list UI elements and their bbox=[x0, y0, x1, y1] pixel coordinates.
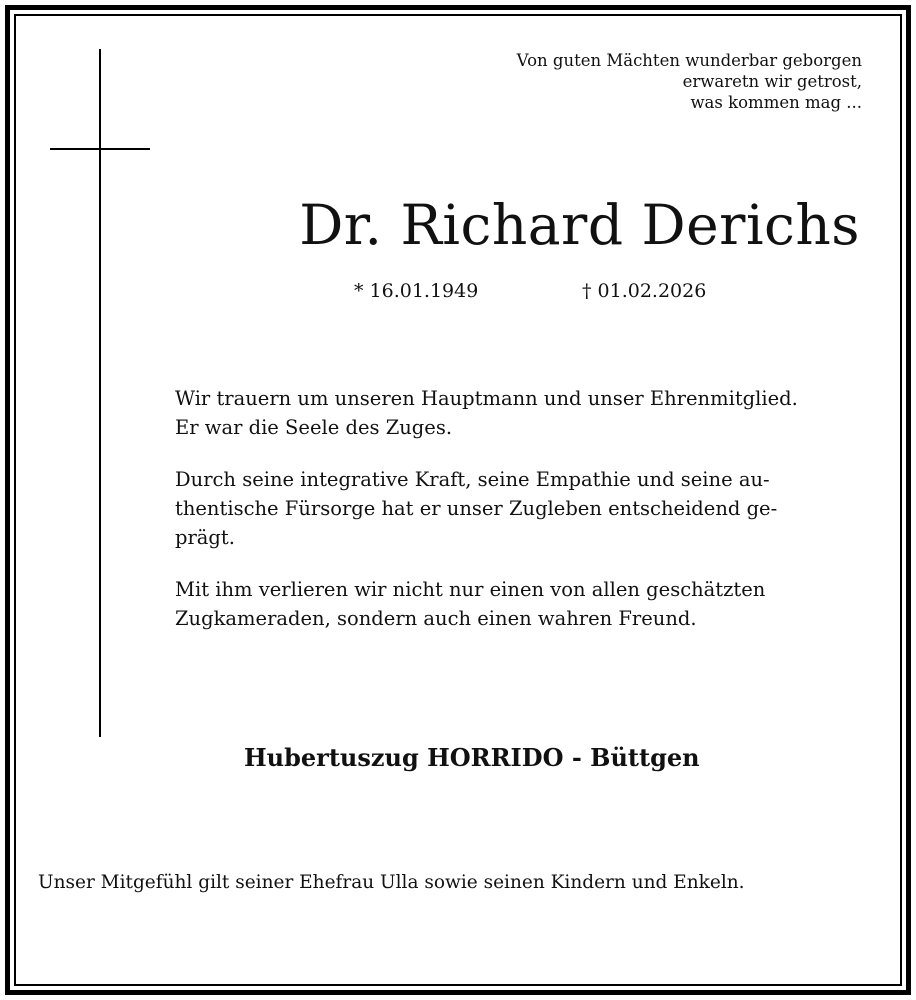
motto-line: Von guten Mächten wunderbar geborgen bbox=[516, 51, 862, 70]
condolence-note: Unser Mitgefühl gilt seiner Ehefrau Ulla sowie seinen Kindern und Enkeln. bbox=[38, 872, 745, 893]
message-line: Mit ihm verlieren wir nicht nur einen von allen geschätzten bbox=[175, 578, 766, 601]
birth-date: * 16.01.1949 bbox=[354, 280, 479, 302]
motto-quote bbox=[442, 50, 862, 113]
message-line: Er war die Seele des Zuges. bbox=[175, 416, 453, 439]
message-paragraph bbox=[175, 384, 875, 442]
message-paragraph bbox=[175, 575, 875, 633]
motto-line: erwaretn wir getrost, bbox=[682, 72, 862, 91]
message-line: thentische Fürsorge hat er unser Zugleben entscheidend ge- bbox=[175, 497, 778, 520]
message-line: Wir trauern um unseren Hauptmann und unser Ehrenmitglied. bbox=[175, 387, 798, 410]
cross-icon-horizontal-bar bbox=[50, 148, 150, 150]
death-date: † 01.02.2026 bbox=[582, 280, 707, 302]
message-paragraph bbox=[175, 465, 875, 552]
motto-line: was kommen mag ... bbox=[690, 93, 862, 112]
message-line: prägt. bbox=[175, 526, 235, 549]
signature: Hubertuszug HORRIDO - Büttgen bbox=[244, 743, 700, 772]
message-line: Durch seine integrative Kraft, seine Empathie und seine au- bbox=[175, 468, 770, 491]
cross-icon-vertical-bar bbox=[99, 49, 101, 737]
message-line: Zugkameraden, sondern auch einen wahren Freund. bbox=[175, 607, 697, 630]
deceased-name: Dr. Richard Derichs bbox=[299, 193, 860, 257]
obituary-message bbox=[175, 384, 875, 656]
